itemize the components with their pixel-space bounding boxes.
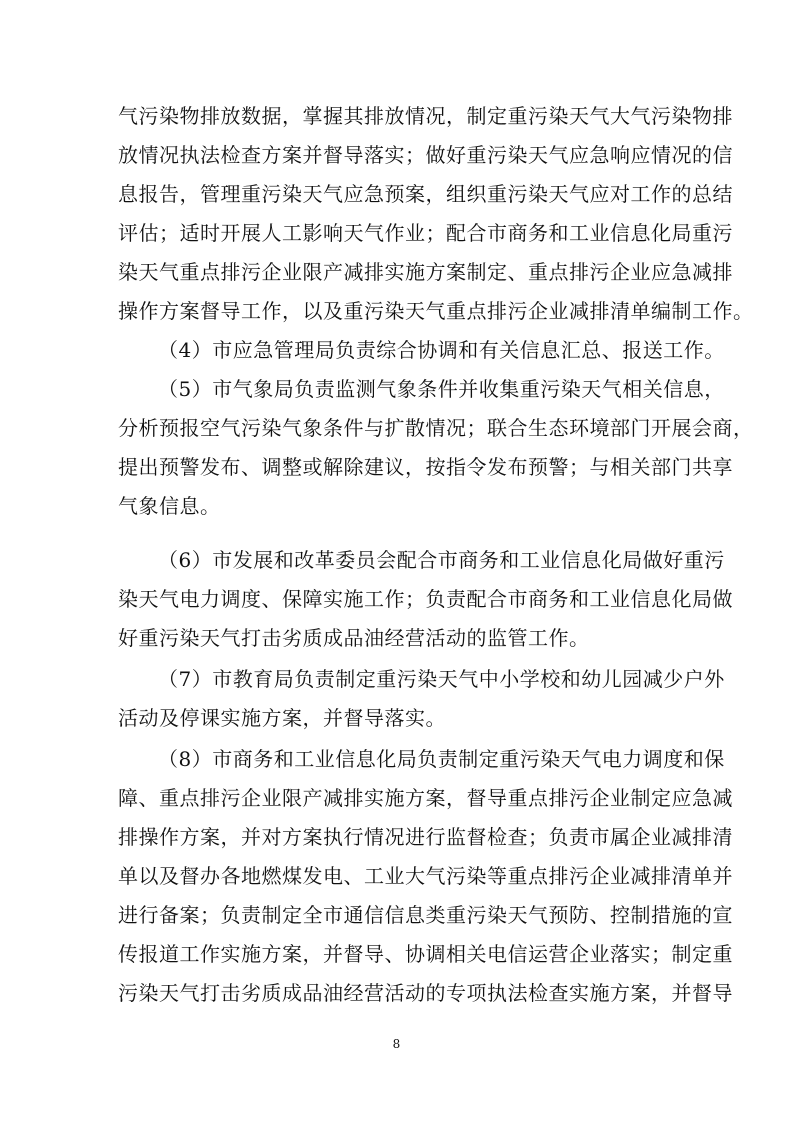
text-line: 活动及停课实施方案，并督导落实。 [118,706,446,730]
text-line: 气污染物排放数据，掌握其排放情况，制定重污染天气大气污染物排 [118,104,733,128]
text-line: 单以及督办各地燃煤发电、工业大气污染等重点排污企业减排清单并 [118,864,733,888]
paragraph-6-line: （6）市发展和改革委员会配合市商务和工业信息化局做好重污 [158,548,725,572]
text-line: 障、重点排污企业限产减排实施方案，督导重点排污企业制定应急减 [118,786,733,810]
text-line: 操作方案督导工作，以及重污染天气重点排污企业减排清单编制工作。 [118,299,754,323]
text-line: 染天气电力调度、保障实施工作；负责配合市商务和工业信息化局做 [118,587,733,611]
paragraph-8-line: （8）市商务和工业信息化局负责制定重污染天气电力调度和保 [158,747,725,771]
text-line: 污染天气打击劣质成品油经营活动的专项执法检查实施方案，并督导 [118,981,733,1005]
text-line: 放情况执法检查方案并督导落实；做好重污染天气应急响应情况的信 [118,143,733,167]
text-line: 分析预报空气污染气象条件与扩散情况；联合生态环境部门开展会商， [118,416,754,440]
paragraph-5-line: （5）市气象局负责监测气象条件并收集重污染天气相关信息， [158,377,725,401]
text-line: 进行备案；负责制定全市通信信息类重污染天气预防、控制措施的宣 [118,903,733,927]
text-line: 好重污染天气打击劣质成品油经营活动的监管工作。 [118,626,590,650]
text-line: 息报告，管理重污染天气应急预案，组织重污染天气应对工作的总结 [118,182,733,206]
text-line: 气象信息。 [118,494,221,518]
text-line: 传报道工作实施方案，并督导、协调相关电信运营企业落实；制定重 [118,942,733,966]
paragraph-7-line: （7）市教育局负责制定重污染天气中小学校和幼儿园减少户外 [158,667,725,691]
paragraph-4-line: （4）市应急管理局负责综合协调和有关信息汇总、报送工作。 [158,338,725,362]
text-line: 排操作方案，并对方案执行情况进行监督检查；负责市属企业减排清 [118,825,733,849]
text-line: 评估；适时开展人工影响天气作业；配合市商务和工业信息化局重污 [118,221,733,245]
page-number: 8 [392,1037,401,1051]
text-line: 提出预警发布、调整或解除建议，按指令发布预警；与相关部门共享 [118,455,733,479]
text-line: 染天气重点排污企业限产减排实施方案制定、重点排污企业应急减排 [118,260,733,284]
